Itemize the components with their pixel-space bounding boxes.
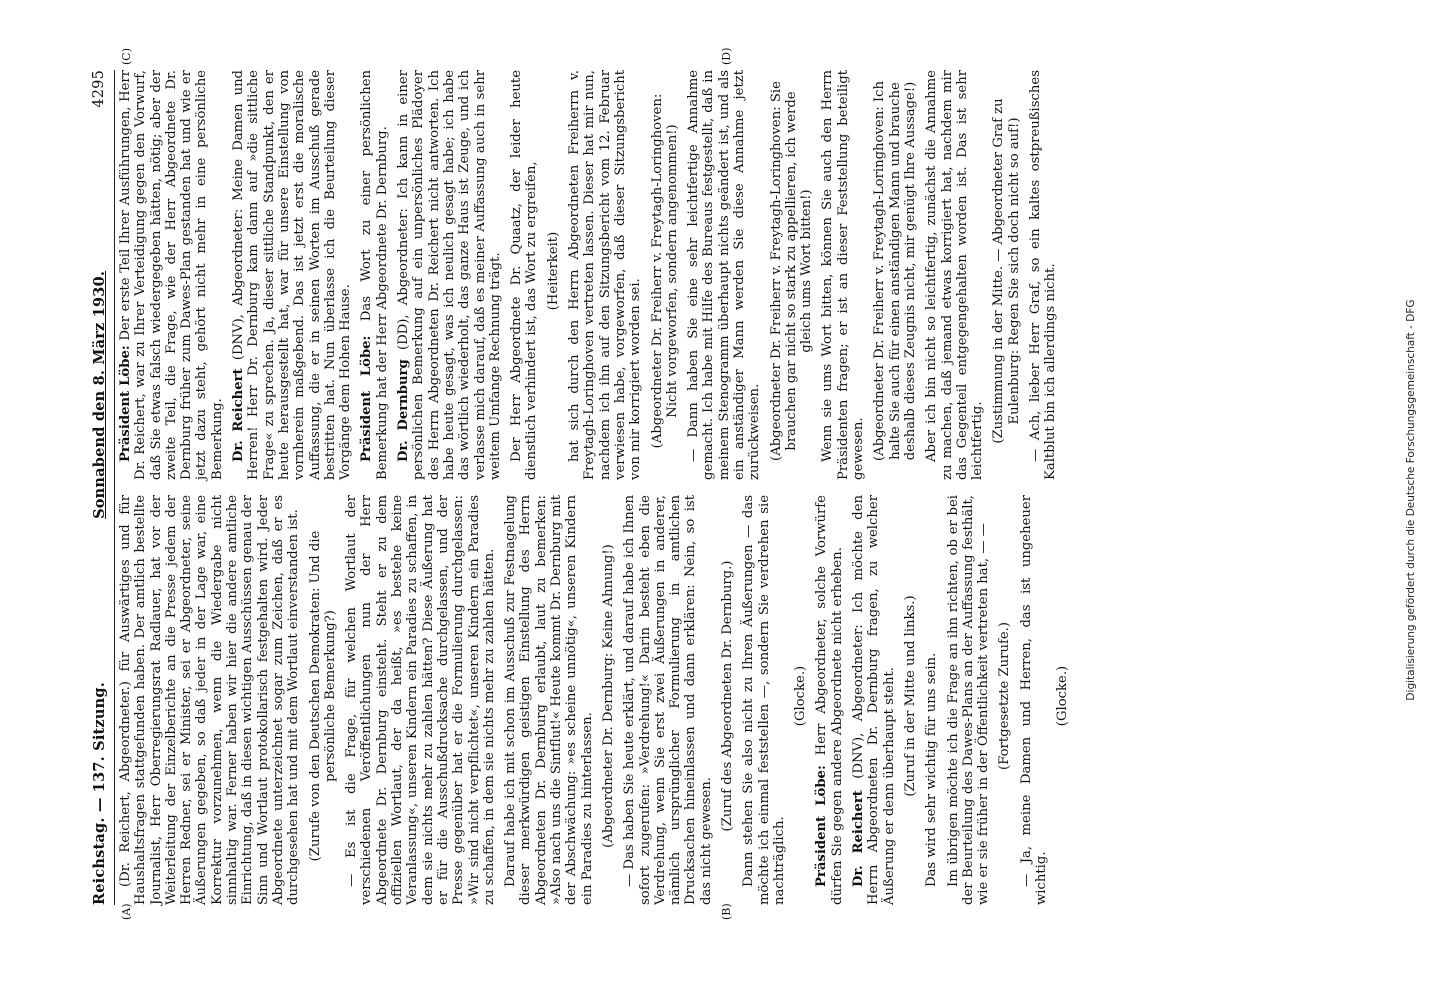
speaker-paragraph <box>851 495 897 905</box>
page-header <box>84 70 114 905</box>
header-rule <box>114 70 115 905</box>
speech-text: Das Wort zu einer persönlichen Bemerkung hat der Herr Abgeordnete Dr. Dernburg. <box>359 70 390 480</box>
interjection: (Zuruf in der Mitte und links.) <box>902 595 918 797</box>
speech-text: Herr Abgeordneter, solche Vorwürfe dürfen Sie gegen andere Abgeordnete nicht erheben. <box>814 495 845 905</box>
left-column <box>118 495 1077 905</box>
speaker-name: Präsident Löbe: <box>118 345 133 462</box>
speaker-name: Dr. Reichert <box>851 790 867 887</box>
interjection: (Heiterkeit) <box>545 231 561 311</box>
speaker-paragraph <box>118 70 225 480</box>
speaker-paragraph <box>814 495 845 905</box>
interjection: (Glocke.) <box>793 665 809 727</box>
speaker-name: Präsident Löbe: <box>359 335 375 462</box>
speaker-name: Dr. Dernburg <box>396 359 412 462</box>
margin-mark-c: (C) <box>120 48 133 65</box>
interjection: (Zuruf des Abgeordneten Dr. Dernburg.) <box>719 560 735 832</box>
interjection: (Fortgesetzte Zurufe.) <box>997 622 1013 770</box>
page-number: 4295 <box>91 70 107 108</box>
margin-mark-d: (D) <box>720 47 733 65</box>
header-left: Reichstag. — 137. Sitzung. <box>90 682 108 905</box>
margin-mark-b: (B) <box>720 903 733 920</box>
right-column <box>118 70 1065 480</box>
dfg-credit: Digitalisierung gefördert durch die Deutsche Forschungsgemeinschaft - DFG <box>1405 299 1417 701</box>
paragraph: — Ja, meine Damen und Herren, das ist ungeheuer wichtig. <box>1018 495 1050 905</box>
paragraph: Aber ich bin nicht so leichtfertig, zunächst die Annahme zu machen, daß jemand etwas korrigiert hat, nachdem mir das Gegenteil entgegengehalten worden ist. Das ist sehr leichtfertig. <box>924 70 986 480</box>
paragraph: Das wird sehr wichtig für uns sein. <box>924 652 940 887</box>
speaker-name: Präsident Löbe: <box>814 765 830 887</box>
paragraph: Der Herr Abgeordnete Dr. Quaatz, der leider heute dienstlich verhindert ist, das Wort zu ergreifen, <box>509 70 540 480</box>
paragraph: — Das haben Sie heute erklärt, und darauf habe ich Ihnen sofort zugerufen: »Verdrehung!« Darin besteht eben die Verdrehung, wenn Sie erst zwei Äußerungen in anderer, nämlich ursprünglicher Formulierung in amtlichen Drucksachen hineinlassen und dann erklären: Nein, so ist das nicht gewesen. <box>622 495 714 905</box>
paragraph: — Dann haben Sie eine sehr leichtfertige Annahme gemacht. Ich habe mit Hilfe des Bureaus festgestellt, daß in meinem Stenogramm überhaupt nichts geändert ist, und als ein anständiger Mann werden Sie diese Annahme jetzt zurückweisen. <box>686 70 763 480</box>
speech-text: (DD), Abgeordneter: Ich kann in einer persönlichen Bemerkung auf ein unpersönliches Plädoyer des Herrn Abgeordneten Dr. Reichert nicht antworten. Ich habe heute gesagt, was ich neulich gesagt habe; ich habe das wörtlich wiederholt, das ganze Haus ist Zeuge, und ich verlasse mich darauf, daß es meiner Auffassung auch in sehr weitem Umfange Rechnung trägt. <box>396 70 503 480</box>
speaker-paragraph <box>396 70 503 480</box>
paragraph: — Ach, lieber Herr Graf, so ein kaltes ostpreußisches Kaltblut bin ich allerdings nicht. <box>1028 70 1059 480</box>
interjection: (Abgeordneter Dr. Dernburg: Keine Ahnung!) <box>600 544 616 848</box>
paragraph: Dann stehen Sie also nicht zu Ihren Äußerungen — das möchte ich einmal feststellen —, sondern Sie verdrehen sie nachträglich. <box>741 495 787 905</box>
interjection: (Abgeordneter Dr. Freiherr v. Freytagh-Loringhoven: Ich halte Sie auch für einen anständigen Mann und brauche deshalb dieses Zeugnis nicht, mir genügt Ihre Aussage!) <box>872 81 918 461</box>
speaker-name: Dr. Reichert <box>231 368 247 462</box>
interjection: (Abgeordneter Dr. Freiherr v. Freytagh-Loringhoven: Nicht vorgeworfen, sondern angenommen!) <box>649 93 680 449</box>
speech-text: Der erste Teil Ihrer Ausführungen, Herr Dr. Reichert, war zu Ihrer Verteidigung gegen den Vorwurf, daß Sie etwas falsch wiedergegeben hätten, nötig; aber der zweite Teil, die Frage, wie der Herr Abgeordnete Dr. Dernburg früher zum Dawes-Plan gestanden hat und wie er jetzt dazu steht, gehört nicht mehr in eine persönliche Bemerkung. <box>118 70 225 480</box>
paragraph: hat sich durch den Herrn Abgeordneten Freiherrn v. Freytagh-Loringhoven vertreten lassen. Dieser hat mir nun, nachdem ich ihn auf den Sitzungsbericht vom 12. Februar verwiesen habe, vorgeworfen, daß dieser Sitzungsbericht von mir korrigiert worden sei. <box>567 70 644 480</box>
speech-text: (DNV), Abgeordneter: Ich möchte den Herrn Abgeordneten Dr. Dernburg fragen, zu welcher Äußerung er denn überhaupt steht. <box>851 495 897 905</box>
interjection: (Glocke.) <box>1055 665 1071 727</box>
speaker-paragraph <box>359 70 390 480</box>
paragraph: Im übrigen möchte ich die Frage an ihn richten, ob er bei der Beurteilung des Dawes-Plans an der Auffassung festhält, wie er sie früher in der Öffentlichkeit vertreten hat, — — <box>945 495 992 905</box>
header-date: Sonnabend den 8. März 1930. <box>90 270 108 519</box>
paragraph: Wenn sie ums Wort bitten, können Sie auch den Herrn Präsidenten fragen; er ist an dieser Feststellung beteiligt gewesen. <box>820 70 867 480</box>
interjection: (Zustimmung in der Mitte. — Abgeordneter Graf zu Eulenburg: Regen Sie sich doch nicht so auf!) <box>991 98 1022 444</box>
paragraph: Darauf habe ich mit schon im Ausschuß zur Festnagelung dieser merkwürdigen geistigen Einstellung des Herrn Abgeordneten Dr. Dernburg erlaubt, laut zu bemerken: »Also nach uns die Sintflut!« Heute kommt Dr. Dernburg mit der Abschwächung: »es scheine unnötig«, unseren Kindern ein Paradies zu hinterlassen. <box>503 495 595 905</box>
interjection: (Abgeordneter Dr. Freiherr v. Freytagh-Loringhoven: Sie brauchen gar nicht so stark zu appellieren, ich werde gleich ums Wort bitten!) <box>768 81 815 461</box>
speech-text: (DNV), Abgeordneter: Meine Damen und Herren! Herr Dr. Dernburg kam dann auf »die sittliche Frage« zu sprechen. Ja, dieser sittliche Standpunkt, den er heute herausgestellt hat, war für unsere Einstellung von vornherein maßgebend. Das ist jetzt erst die moralische Auffassung, die er in seinen Worten im Ausschuß gerade bestritten hat. Nun überlasse ich die Beurteilung dieser Vorgänge dem Hohen Hause. <box>231 69 354 480</box>
interjection: (Zurufe von den Deutschen Demokraten: Und die persönliche Bemerkung?) <box>307 530 338 862</box>
margin-mark-a: (A) <box>120 903 133 920</box>
paragraph: — Es ist die Frage, für welchen Wortlaut der verschiedenen Veröffentlichungen nun der Herr Abgeordnete Dr. Dernburg einsteht. Steht er zu dem offiziellen Wortlaut, der da heißt, »es bestehe keine Veranlassung«, unseren Kindern ein Paradies zu schaffen, in dem sie nichts mehr zu zahlen hätten? Diese Äußerung hat er für die Ausschußdrucksache durchgelassen, und der Presse gegenüber hat er die Formulierung durchgelassen: »Wir sind nicht verpflichtet«, unseren Kindern ein Paradies zu schaffen, in dem sie nichts mehr zu zahlen hätten. <box>344 495 497 905</box>
speaker-paragraph <box>231 70 353 480</box>
paragraph: (Dr. Reichert, Abgeordneter.) für Auswärtiges und für Haushaltsfragen stattgefunden haben. Der amtlich bestellte Journalist, Herr Oberregierungsrat Radlauer, hat vor der Weiterleitung der Einzelberichte an die Presse jedem der Herren Redner, sei er Minister, sei er Abgeordneter, seine Äußerungen gegeben, so daß jeder in der Lage war, eine Korrektur vorzunehmen, wenn die Wiedergabe nicht sinnhaltig war. Ferner haben wir hier die andere amtliche Einrichtung, daß in diesen wichtigen Ausschüssen genau der Sinn und Wortlaut protokollarisch festgehalten wird. Jeder Abgeordnete unterzeichnet sogar zum Zeichen, daß er es durchgesehen hat und mit dem Wortlaut einverstanden ist. <box>118 495 302 905</box>
